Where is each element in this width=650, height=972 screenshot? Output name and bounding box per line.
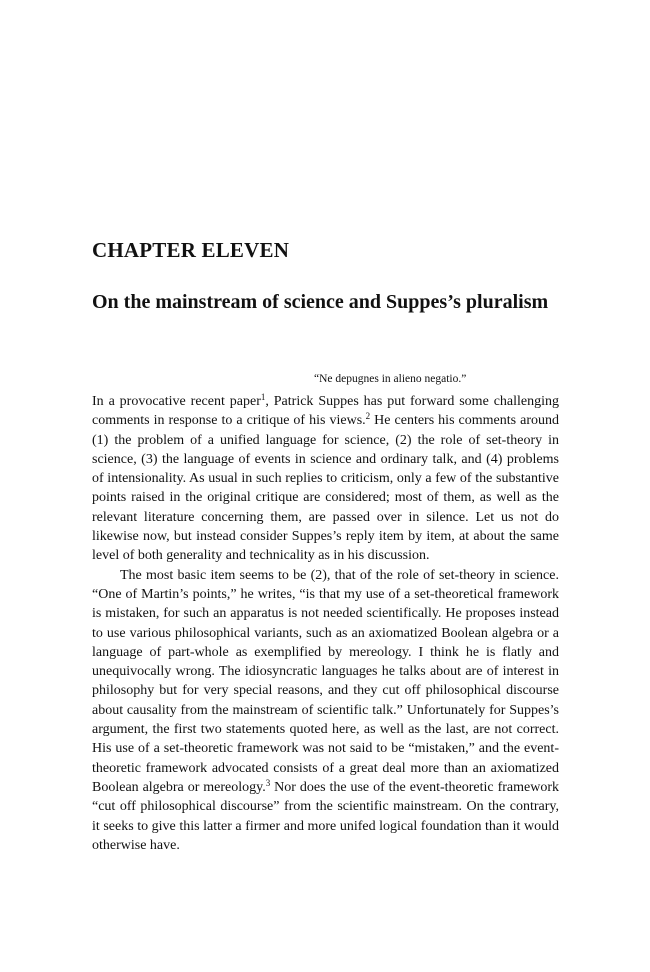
chapter-label: CHAPTER ELEVEN [92,238,290,262]
body-text [92,392,559,855]
epigraph: “Ne depugnes in alieno negatio.” [314,373,467,385]
paragraph-2-text-a: The most basic item seems to be (2), that of the role of set-theory in science. “One of Martin’s points,” he writes, “is that my use of a set-theoretical framework is mistaken, for such an apparatus is not needed scientifically. He proposes instead to use various philosophical variants, such as an axiomatized Boolean algebra or a language of part-whole as exemplified by mereology. I think he is flatly and unequivocally wrong. The idiosyncratic languages he talks about are of interest in philosophy but for very special reasons, and they cut off philosophical discourse about causality from the mainstream of scientific talk.” Unfortunately for Suppes’s argument, the first two statements quoted here, as well as the last, are not correct. His use of a set-theoretic framework was not said to be “mistaken,” and the event-theoretic framework advocated consists of a great deal more than an axiomatized Boolean algebra or mereology. [92,567,559,795]
footnote-ref-3: 3 [265,777,271,788]
paragraph-2 [92,566,559,855]
book-page [92,0,559,972]
paragraph-1-text-a: In a provocative recent paper [92,394,261,409]
paragraph-1-text-b: , Patrick Suppes has put forward some challenging comments in response to a critique of his views. [92,394,560,429]
paragraph-1 [92,392,559,566]
paragraph-2-text-b: Nor does the use of the event-theoretic framework “cut off philosophical discourse” from the scientific mainstream. On the contrary, it seeks to give this latter a firmer and more unifed logical foundation than it would otherwise have. [92,779,559,853]
paragraph-1-text-c: He centers his comments around (1) the problem of a unified language for science, (2) the role of set-theory in science, (3) the language of events in science and ordinary talk, and (4) problems of intensionality. As usual in such replies to criticism, only a few of the substantive points raised in the original critique are considered; most of them, as well as the relevant literature concerning them, are passed over in silence. Let us not do likewise now, but instead consider Suppes’s reply item by item, at about the same level of both generality and technicality as in his discussion. [92,413,559,564]
footnote-ref-2: 2 [365,411,371,422]
chapter-title: On the mainstream of science and Suppes’s pluralism [92,291,549,313]
footnote-ref-1: 1 [260,392,266,402]
